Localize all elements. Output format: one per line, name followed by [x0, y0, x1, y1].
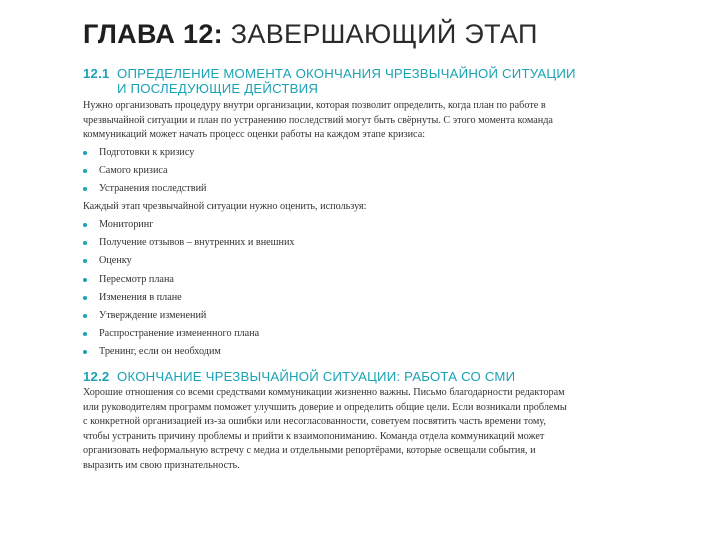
list-item: Распространение измененного плана	[83, 327, 295, 345]
evaluation-intro: Каждый этап чрезвычайной ситуации нужно оценить, используя:	[83, 201, 367, 212]
bullet-icon	[83, 332, 87, 336]
section-heading-12-1	[83, 66, 576, 96]
bullet-icon	[83, 296, 87, 300]
list-item: Оценку	[83, 254, 295, 272]
media-paragraph	[83, 386, 643, 474]
paragraph-line: организовать неформальную встречу с медиа и отдельными репортёрами, которые освещали события, и	[83, 445, 536, 457]
list-item: Утверждение изменений	[83, 309, 295, 327]
chapter-name: ЗАВЕРШАЮЩИЙ ЭТАП	[230, 19, 538, 49]
section-title-line2: И ПОСЛЕДУЮЩИЕ ДЕЙСТВИЯ	[117, 81, 319, 96]
bullet-icon	[83, 151, 87, 155]
section-title: ОКОНЧАНИЕ ЧРЕЗВЫЧАЙНОЙ СИТУАЦИИ: РАБОТА СО СМИ	[117, 369, 516, 384]
evaluation-list	[83, 218, 295, 364]
list-item: Тренинг, если он необходим	[83, 345, 295, 363]
list-item: Устранения последствий	[83, 182, 206, 200]
bullet-icon	[83, 278, 87, 282]
paragraph-line: чтобы устранить причину проблемы и прийти к взаимопониманию. Команда отдела коммуникаций может	[83, 430, 545, 442]
bullet-icon	[83, 187, 87, 191]
list-item: Изменения в плане	[83, 291, 295, 309]
chapter-title	[83, 18, 538, 50]
section-title-line1: ОПРЕДЕЛЕНИЕ МОМЕНТА ОКОНЧАНИЯ ЧРЕЗВЫЧАЙНОЙ СИТУАЦИИ	[117, 66, 576, 81]
section-heading-12-2	[83, 369, 515, 384]
paragraph-line: выразить им свою признательность.	[83, 459, 240, 471]
bullet-icon	[83, 259, 87, 263]
paragraph-line: чрезвычайной ситуации и план по устранению последствий могут быть свёрнуты. С этого момента команда	[83, 114, 553, 126]
list-item: Подготовки к кризису	[83, 146, 206, 164]
bullet-icon	[83, 314, 87, 318]
paragraph-line: Хорошие отношения со всеми средствами коммуникации жизненно важны. Письмо благодарности редакторам	[83, 387, 565, 398]
paragraph-line: коммуникаций может начать процесс оценки работы на каждом этапе кризиса:	[83, 129, 426, 141]
phase-list	[83, 146, 206, 201]
bullet-icon	[83, 223, 87, 227]
list-item: Мониторинг	[83, 218, 295, 236]
bullet-icon	[83, 169, 87, 173]
list-item: Пересмотр плана	[83, 273, 295, 291]
chapter-number: ГЛАВА 12:	[83, 19, 223, 49]
section-number: 12.1	[83, 66, 110, 81]
list-item: Самого кризиса	[83, 164, 206, 182]
intro-paragraph	[83, 99, 643, 143]
section-number: 12.2	[83, 369, 110, 384]
bullet-icon	[83, 241, 87, 245]
paragraph-line: или руководителям программ поможет улучшить доверие и определить общие цели. Если возникали проблемы	[83, 401, 567, 413]
paragraph-line: с конкретной организацией из-за ошибки или несогласованности, советуем посвятить часть времени тому,	[83, 416, 546, 428]
paragraph-line: Нужно организовать процедуру внутри организации, которая позволит определить, когда план по работе в	[83, 100, 546, 111]
bullet-icon	[83, 350, 87, 354]
list-item: Получение отзывов – внутренних и внешних	[83, 236, 295, 254]
